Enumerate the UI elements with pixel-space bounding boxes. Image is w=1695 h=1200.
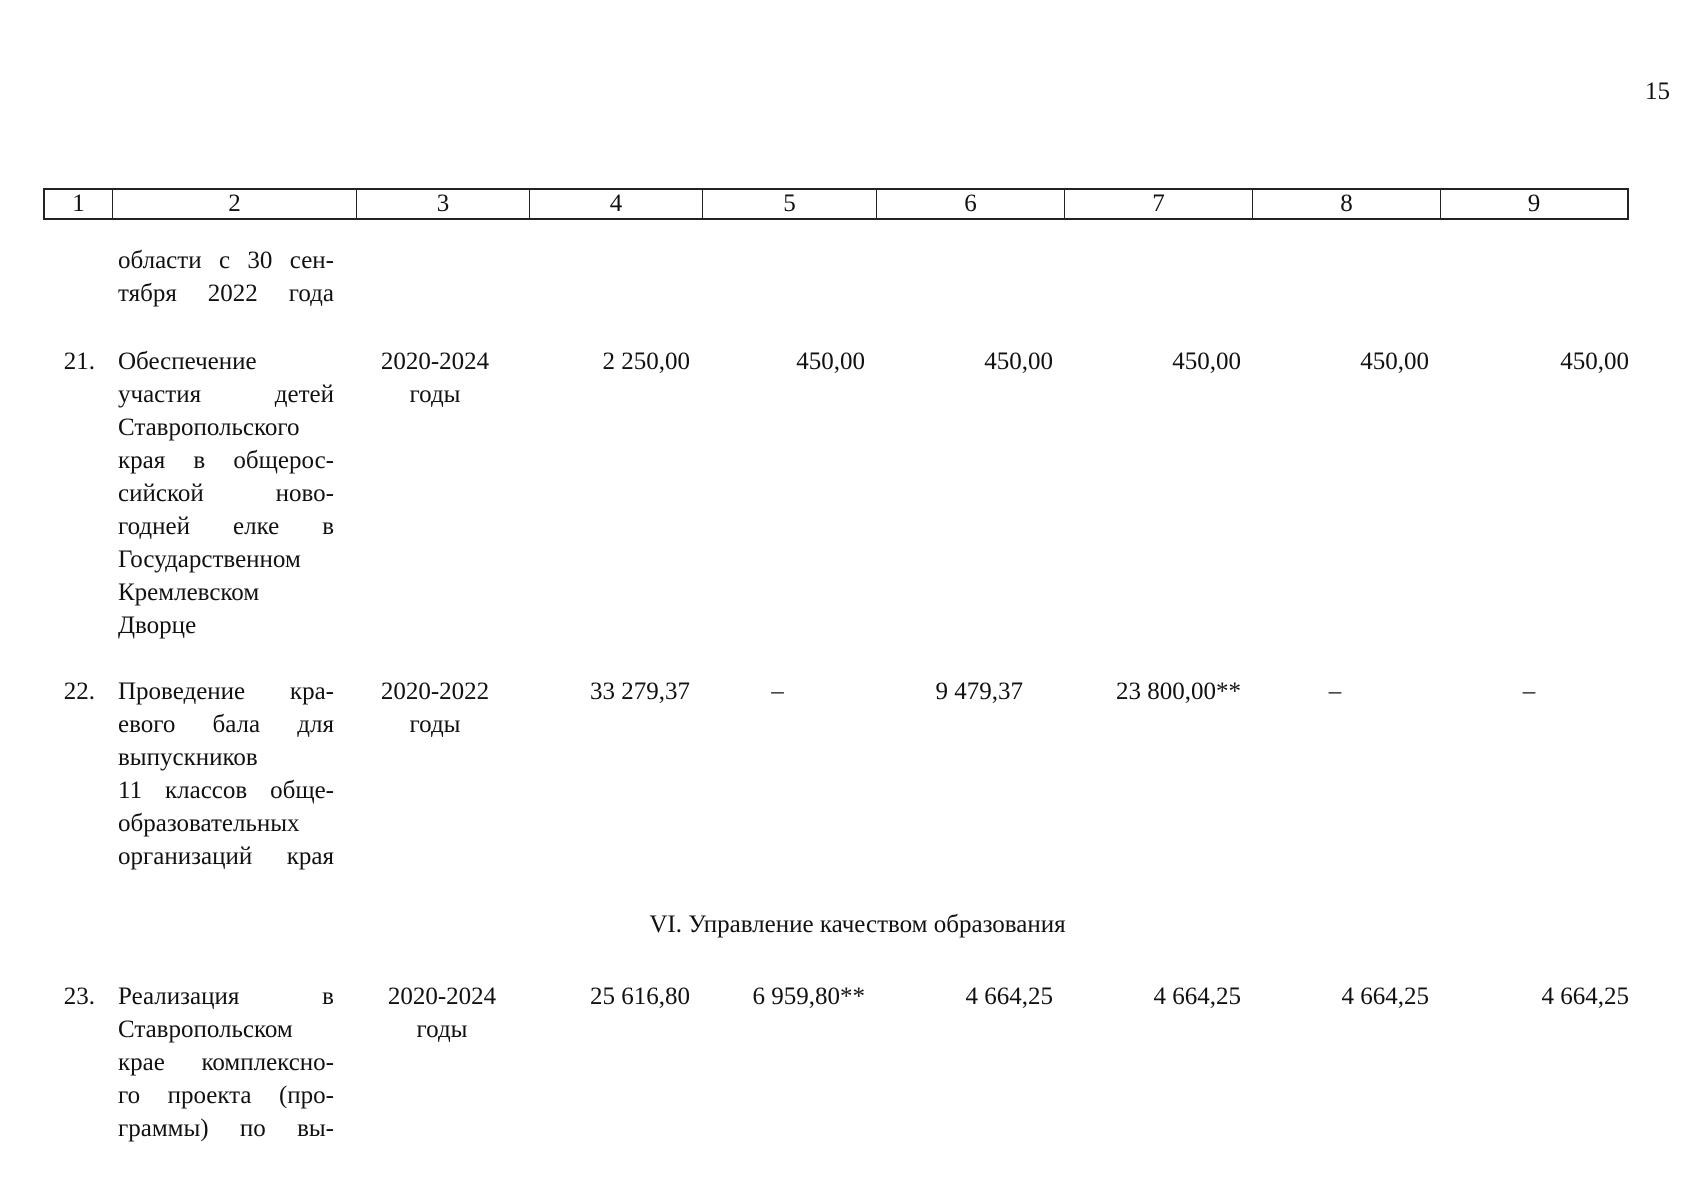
value-2022: 450,00	[1172, 348, 1241, 375]
value-2020: 450,00	[796, 348, 865, 375]
name-line: Обеспечение	[118, 348, 257, 375]
header-col-9: 9	[1527, 190, 1541, 217]
name-line: граммы) по вы-	[118, 1115, 334, 1142]
row-name	[118, 345, 334, 642]
name-line: организаций края	[118, 843, 334, 870]
name-line: образовательных	[118, 810, 300, 837]
row-number: 22.	[63, 678, 95, 705]
name-line: 11 классов обще-	[118, 777, 334, 804]
value-total: 25 616,80	[590, 983, 690, 1010]
row-name	[118, 675, 334, 873]
row-number: 23.	[63, 983, 95, 1010]
name-line: Проведение кра-	[118, 678, 334, 705]
name-line: Ставропольском	[118, 1016, 293, 1043]
name-line: годней елке в	[118, 513, 334, 540]
value-2024: –	[1522, 678, 1536, 705]
period-years: 2020-2022	[380, 678, 490, 705]
value-total: 33 279,37	[590, 678, 690, 705]
value-2023: 4 664,25	[1341, 983, 1429, 1010]
name-line: Ставропольского	[118, 414, 300, 441]
value-2021: 9 479,37	[935, 678, 1023, 705]
row-period	[355, 345, 515, 411]
table-header	[43, 188, 1629, 220]
period-years: 2020-2024	[387, 983, 497, 1010]
name-line: тября 2022 года	[118, 280, 334, 307]
header-col-6: 6	[877, 190, 1065, 218]
name-line: го проекта (про-	[118, 1082, 334, 1109]
header-col-8: 8	[1253, 190, 1441, 218]
name-line: сийской ново-	[118, 480, 334, 507]
period-years: 2020-2024	[380, 348, 490, 375]
header-col-3: 3	[357, 190, 530, 218]
value-2023: –	[1328, 678, 1342, 705]
header-col-2: 2	[113, 190, 357, 218]
row-number: 21.	[63, 348, 95, 375]
header-col-1: 1	[45, 190, 113, 218]
value-2020: –	[771, 678, 784, 705]
name-line: Государственном	[118, 546, 301, 573]
header-col-5: 5	[703, 190, 877, 218]
value-2020: 6 959,80**	[752, 983, 865, 1010]
value-2023: 450,00	[1360, 348, 1429, 375]
value-2022: 4 664,25	[1153, 983, 1241, 1010]
period-unit: годы	[409, 381, 461, 408]
header-col-4: 4	[530, 190, 703, 218]
value-2021: 450,00	[984, 348, 1053, 375]
name-line: края в общерос-	[118, 447, 334, 474]
page-number: 15	[1645, 78, 1670, 105]
name-line: крае комплексно-	[118, 1049, 334, 1076]
row-name	[118, 980, 334, 1145]
name-line: области с 30 сен-	[118, 247, 334, 274]
name-line: евого бала для	[118, 711, 334, 738]
name-line: Дворце	[118, 612, 197, 639]
name-line: участия детей	[118, 381, 334, 408]
value-2022: 23 800,00**	[1116, 678, 1241, 705]
value-2024: 4 664,25	[1541, 983, 1629, 1010]
name-line: Реализация в	[118, 983, 334, 1010]
period-unit: годы	[409, 711, 461, 738]
section-title: VI. Управление качеством образования	[649, 911, 1066, 938]
row-period	[362, 980, 522, 1046]
value-total: 2 250,00	[602, 348, 690, 375]
value-2024: 450,00	[1560, 348, 1629, 375]
header-col-7: 7	[1065, 190, 1253, 218]
period-unit: годы	[416, 1016, 468, 1043]
row-period	[355, 675, 515, 741]
value-2021: 4 664,25	[965, 983, 1053, 1010]
row-name	[118, 244, 334, 310]
name-line: выпускников	[118, 744, 258, 771]
name-line: Кремлевском	[118, 579, 260, 606]
